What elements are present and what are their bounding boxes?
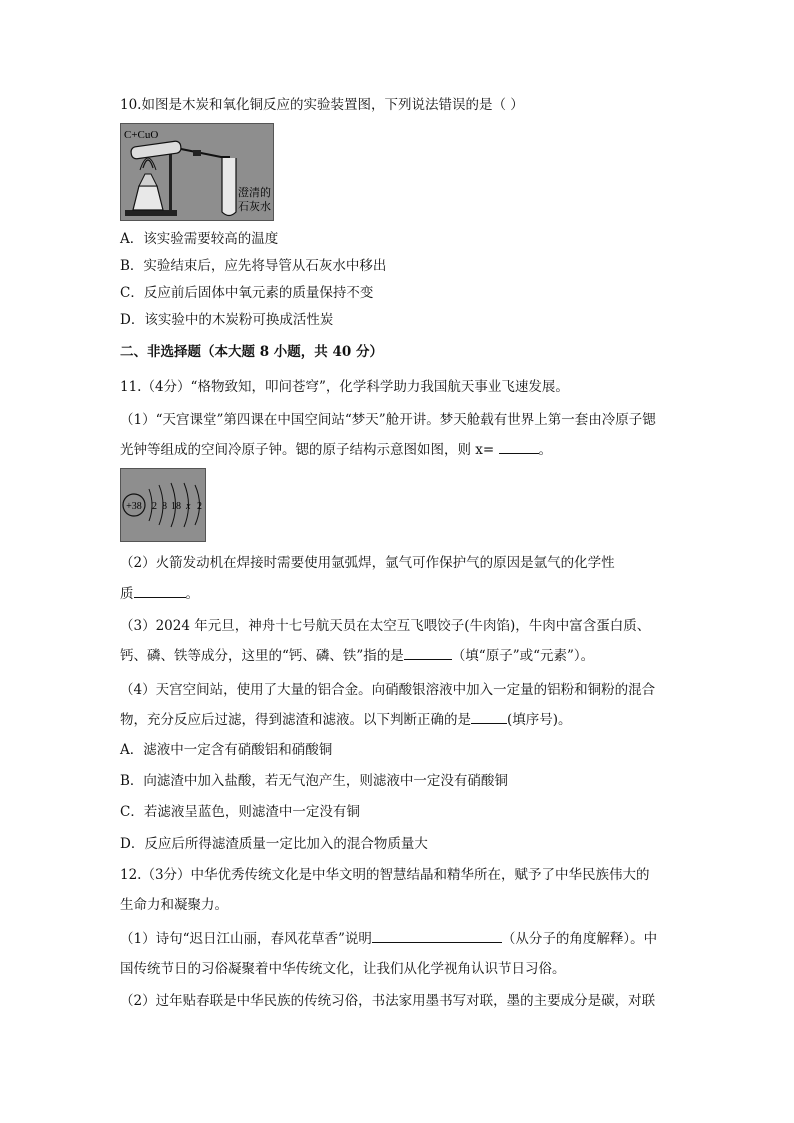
q11-p4-end: (填序号)。 [507,712,572,728]
section-title: 二、非选择题（本大题 8 小题，共 40 分） [120,344,383,360]
tube-label-2: 石灰水 [238,201,271,213]
answer-blank[interactable] [372,929,502,943]
q11-p2-line2 [120,584,199,603]
q12-p2-line1: （2）过年贴春联是中华民族的传统习俗，书法家用墨书写对联，墨的主要成分是碳，对联 [120,993,656,1009]
tube-label-1: 澄清的 [238,187,271,199]
electron-shell-2: 8 [162,501,167,512]
answer-blank[interactable] [134,584,186,598]
q11-p2-end: 。 [185,586,199,602]
q10-option-d: D．该实验中的木炭粉可换成活性炭 [120,312,334,328]
q12-p1-line2: 国传统节日的习俗凝聚着中华传统文化，让我们从化学视角认识节日习俗。 [120,961,566,977]
q11-p1-end: 。 [538,442,553,458]
atom-structure [121,469,205,541]
q11-p4-line1: （4）天宫空间站，使用了大量的铝合金。向硝酸银溶液中加入一定量的铝粉和铜粉的混合 [120,682,656,698]
q11-stem: 11.（4分）“格物致知，叩问苍穹”，化学科学助力我国航天事业飞速发展。 [120,379,569,395]
q12-stem-line2: 生命力和凝聚力。 [120,897,228,913]
q11-p2-line1: （2）火箭发动机在焊接时需要使用氩弧焊，氩气可作保护气的原因是氩气的化学性 [120,555,615,571]
electron-shell-1: 2 [152,501,157,512]
q11-p1-text: 光钟等组成的空间冷原子钟。锶的原子结构示意图如图，则 x= [120,442,495,458]
q11-p1-line2 [120,440,552,459]
q12-p1-line1 [120,929,657,948]
answer-blank[interactable] [499,440,539,454]
q11-option-d: D．反应后所得滤渣质量一定比加入的混合物质量大 [120,836,428,852]
answer-blank[interactable] [404,646,452,660]
q12-stem-line1: 12.（3分）中华优秀传统文化是中华文明的智慧结晶和精华所在，赋予了中华民族伟大的 [120,867,650,883]
electron-shell-5: 2 [197,501,202,512]
q11-p3-line2 [120,646,594,665]
q12-p1-end: （从分子的角度解释）。中 [501,931,658,947]
reagent-label: C+CuO [124,129,159,141]
electron-shell-3: 18 [171,501,181,512]
q11-option-b: B．向滤渣中加入盐酸，若无气泡产生，则滤液中一定没有硝酸铜 [120,773,508,789]
q11-p3-text: 钙、磷、铁等成分，这里的“钙、磷、铁”指的是 [120,648,404,664]
q10-option-a: A．该实验需要较高的温度 [120,231,279,247]
q10-stem: 10.如图是木炭和氧化铜反应的实验装置图，下列说法错误的是（ ） [120,97,524,113]
q11-p3-line1: （3）2024 年元旦，神舟十七号航天员在太空互飞喂饺子(牛肉馅)，牛肉中富含蛋白质、 [120,618,651,634]
strontium-atom-diagram [120,468,206,542]
q11-p1-line1: （1）“天宫课堂”第四课在中国空间站“梦天”舱开讲。梦天舱载有世界上第一套由冷原子锶 [120,412,656,428]
q11-option-c: C．若滤液呈蓝色，则滤渣中一定没有铜 [120,804,360,820]
q12-p1-text: （1）诗句“迟日江山丽，春风花草香”说明 [120,931,372,947]
q11-p3-end: （填“原子”或“元素”）。 [451,648,595,664]
q10-apparatus-figure [120,123,274,221]
q11-option-a: A．滤液中一定含有硝酸铝和硝酸铜 [120,742,333,758]
q11-p4-text: 物，充分反应后过滤，得到滤渣和滤液。以下判断正确的是 [120,712,471,728]
apparatus-diagram [121,124,273,220]
q10-option-b: B．实验结束后，应先将导管从石灰水中移出 [120,258,387,274]
nucleus-label: +38 [126,501,142,512]
q11-p4-line2 [120,710,572,729]
electron-shell-4: x [186,501,191,512]
answer-blank[interactable] [471,710,507,724]
q11-p2-text: 质 [120,586,134,602]
q10-option-c: C．反应前后固体中氧元素的质量保持不变 [120,285,374,301]
